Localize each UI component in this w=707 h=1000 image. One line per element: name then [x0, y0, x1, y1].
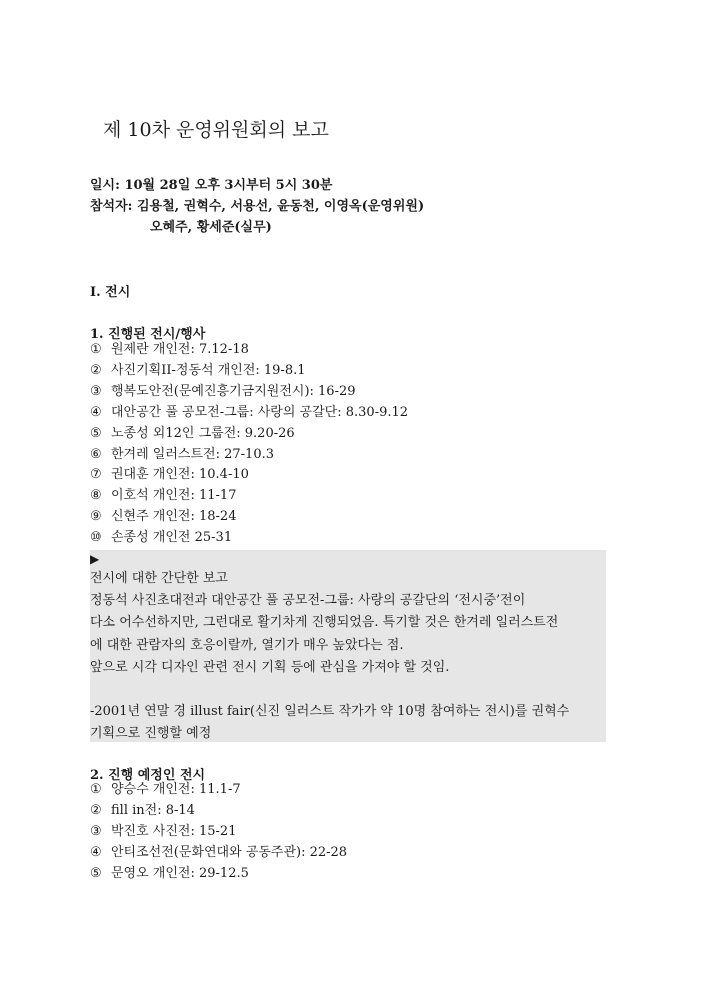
item-number: ② — [90, 362, 102, 378]
item-text: 노종성 외12인 그룹전: 9.20-26 — [111, 425, 295, 441]
item-number: ⑧ — [90, 488, 102, 504]
item-text: 문영오 개인전: 29-12.5 — [111, 865, 249, 881]
arrow-icon: ▶ — [90, 552, 100, 566]
subsection-heading-completed: 1. 진행된 전시/행사 — [90, 327, 206, 342]
list-item — [90, 424, 408, 445]
list-item — [90, 361, 408, 382]
item-number: ⑥ — [90, 446, 102, 462]
item-text: 안티조선전(문화연대와 공동주관): 22-28 — [111, 844, 348, 860]
subsection-heading-upcoming: 2. 진행 예정인 전시 — [90, 768, 206, 783]
item-text: 사진기획II-정동석 개인전: 19-8.1 — [111, 362, 306, 378]
item-number: ③ — [90, 823, 102, 839]
list-item — [90, 403, 408, 424]
item-number: ③ — [90, 383, 102, 399]
meeting-date: 일시: 10월 28일 오후 3시부터 5시 30분 — [90, 178, 333, 193]
item-number: ⑤ — [90, 425, 102, 441]
item-text: 손종성 개인전 25-31 — [111, 530, 233, 546]
attendees: 참석자: 김용철, 권혁수, 서용선, 윤동천, 이영옥(운영위원) — [90, 199, 425, 214]
item-number: ④ — [90, 404, 102, 420]
note-spacer — [90, 679, 606, 701]
item-text: 원제란 개인전: 7.12-18 — [111, 342, 249, 357]
note-line: 전시에 대한 간단한 보고 — [90, 571, 228, 586]
item-text: 한겨레 일러스트전: 27-10.3 — [111, 446, 274, 462]
report-note-box — [90, 550, 606, 742]
list-item — [90, 780, 347, 801]
item-number: ① — [90, 342, 102, 357]
item-number: ② — [90, 802, 102, 818]
item-number: ⑨ — [90, 509, 102, 525]
list-item — [90, 382, 408, 403]
item-text: 박진호 사진전: 15-21 — [111, 823, 237, 839]
upcoming-exhibitions-list — [90, 780, 347, 885]
section-heading-exhibition: I. 전시 — [90, 285, 131, 300]
item-text: 행복도안전(문예진흥기금지원전시): 16-29 — [111, 383, 356, 399]
list-item — [90, 528, 408, 549]
completed-exhibitions-list — [90, 340, 408, 549]
item-number: ⑤ — [90, 865, 102, 881]
item-text: 대안공간 풀 공모전-그룹: 사랑의 공갈단: 8.30-9.12 — [111, 404, 409, 420]
item-text: 권대훈 개인전: 10.4-10 — [111, 467, 249, 483]
note-line: 에 대한 관람자의 호응이랄까, 열기가 매우 높았다는 점. — [90, 637, 404, 653]
list-item — [90, 507, 408, 528]
list-item — [90, 486, 408, 507]
document-title: 제 10차 운영위원회의 보고 — [103, 119, 329, 141]
item-number: ⑦ — [90, 467, 102, 483]
item-number: ④ — [90, 844, 102, 860]
list-item — [90, 801, 347, 822]
note-line: 정동석 사진초대전과 대안공간 풀 공모전-그룹: 사랑의 공갈단의 ‘전시중’전이 — [90, 593, 526, 609]
note-line: 다소 어수선하지만, 그런대로 활기차게 진행되었음. 특기할 것은 한겨레 일러스트전 — [90, 615, 559, 631]
list-item — [90, 864, 347, 885]
note-line: 앞으로 시각 디자인 관련 전시 기획 등에 관심을 가져야 할 것임. — [90, 659, 450, 675]
list-item — [90, 465, 408, 486]
list-item — [90, 340, 408, 361]
item-text: 양승수 개인전: 11.1-7 — [111, 782, 241, 797]
list-item — [90, 822, 347, 843]
item-number: ⑩ — [90, 530, 102, 546]
list-item — [90, 445, 408, 466]
list-item — [90, 843, 347, 864]
note-line: -2001년 연말 경 illust fair(신진 일러스트 작가가 약 10명 참여하는 전시)를 권혁수 — [90, 704, 570, 720]
item-text: fill in전: 8-14 — [111, 802, 195, 818]
item-text: 신현주 개인전: 18-24 — [111, 509, 237, 525]
item-text: 이호석 개인전: 11-17 — [111, 488, 237, 504]
item-number: ① — [90, 782, 102, 797]
note-line: 기획으로 진행할 예정 — [90, 726, 212, 742]
meeting-info — [90, 175, 424, 238]
attendees-continued: 오혜주, 황세준(실무) — [150, 220, 272, 235]
